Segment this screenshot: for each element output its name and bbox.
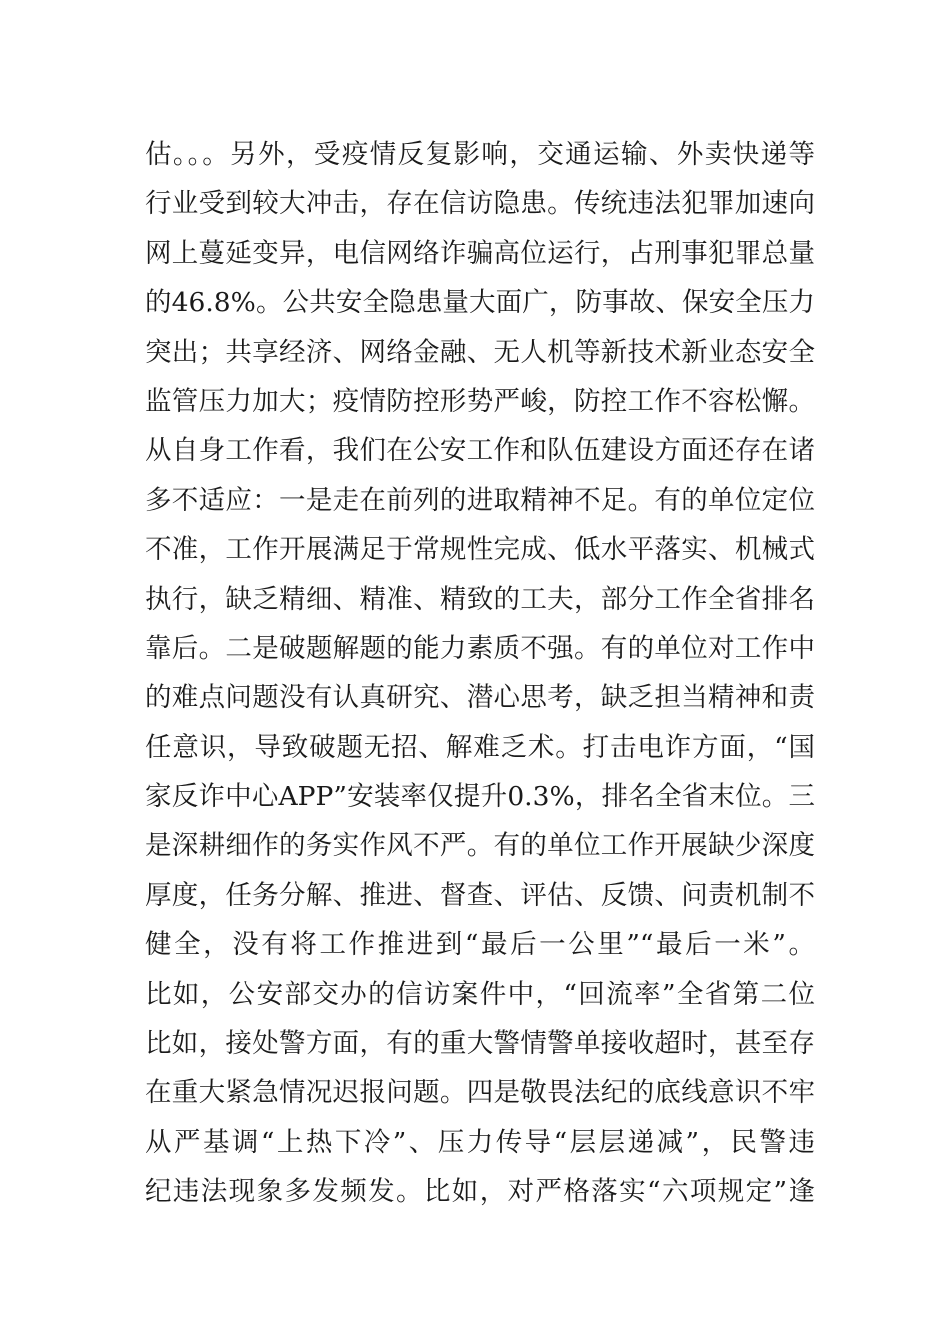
body-paragraph xyxy=(145,130,815,1217)
text-line-15: 是深耕细作的务实作风不严。有的单位工作开展缺少深度 xyxy=(145,830,815,862)
text-line-22: 纪违法现象多发频发。比如，对严格落实“六项规定”逢 xyxy=(145,1176,815,1208)
text-line-19: 比如，接处警方面，有的重大警情警单接收超时，甚至存 xyxy=(145,1028,815,1060)
text-line-18: 比如，公安部交办的信访案件中，“回流率”全省第二位 xyxy=(145,978,815,1010)
text-line-3: 网上蔓延变异，电信网络诈骗高位运行，占刑事犯罪总量 xyxy=(145,237,815,269)
text-line-10: 执行，缺乏精细、精准、精致的工夫，部分工作全省排名 xyxy=(145,583,815,615)
text-line-4: 的46.8%。公共安全隐患量大面广，防事故、保安全压力 xyxy=(145,287,815,319)
text-line-17: 健全，没有将工作推进到“最后一公里”“最后一米”。 xyxy=(145,929,815,961)
text-line-6: 监管压力加大；疫情防控形势严峻，防控工作不容松懈。 xyxy=(145,385,815,417)
text-line-12: 的难点问题没有认真研究、潜心思考，缺乏担当精神和责 xyxy=(145,682,815,714)
text-line-8: 多不适应：一是走在前列的进取精神不足。有的单位定位 xyxy=(145,484,815,516)
text-line-1: 估。。。另外，受疫情反复影响，交通运输、外卖快递等 xyxy=(145,139,815,170)
text-line-5: 突出；共享经济、网络金融、无人机等新技术新业态安全 xyxy=(145,336,815,368)
text-line-11: 靠后。二是破题解题的能力素质不强。有的单位对工作中 xyxy=(145,632,815,664)
text-line-20: 在重大紧急情况迟报问题。四是敬畏法纪的底线意识不牢 xyxy=(145,1077,815,1109)
text-line-9: 不准，工作开展满足于常规性完成、低水平落实、机械式 xyxy=(145,534,815,566)
text-line-13: 任意识，导致破题无招、解难乏术。打击电诈方面，“国 xyxy=(145,731,815,763)
text-line-16: 厚度，任务分解、推进、督查、评估、反馈、问责机制不 xyxy=(145,879,815,911)
text-line-14: 家反诈中心APP”安装率仅提升0.3%，排名全省末位。三 xyxy=(145,781,815,813)
text-line-21: 从严基调“上热下冷”、压力传导“层层递减”，民警违 xyxy=(145,1126,815,1158)
text-line-2: 行业受到较大冲击，存在信访隐患。传统违法犯罪加速向 xyxy=(145,188,815,220)
text-line-7: 从自身工作看，我们在公安工作和队伍建设方面还存在诸 xyxy=(145,435,815,467)
